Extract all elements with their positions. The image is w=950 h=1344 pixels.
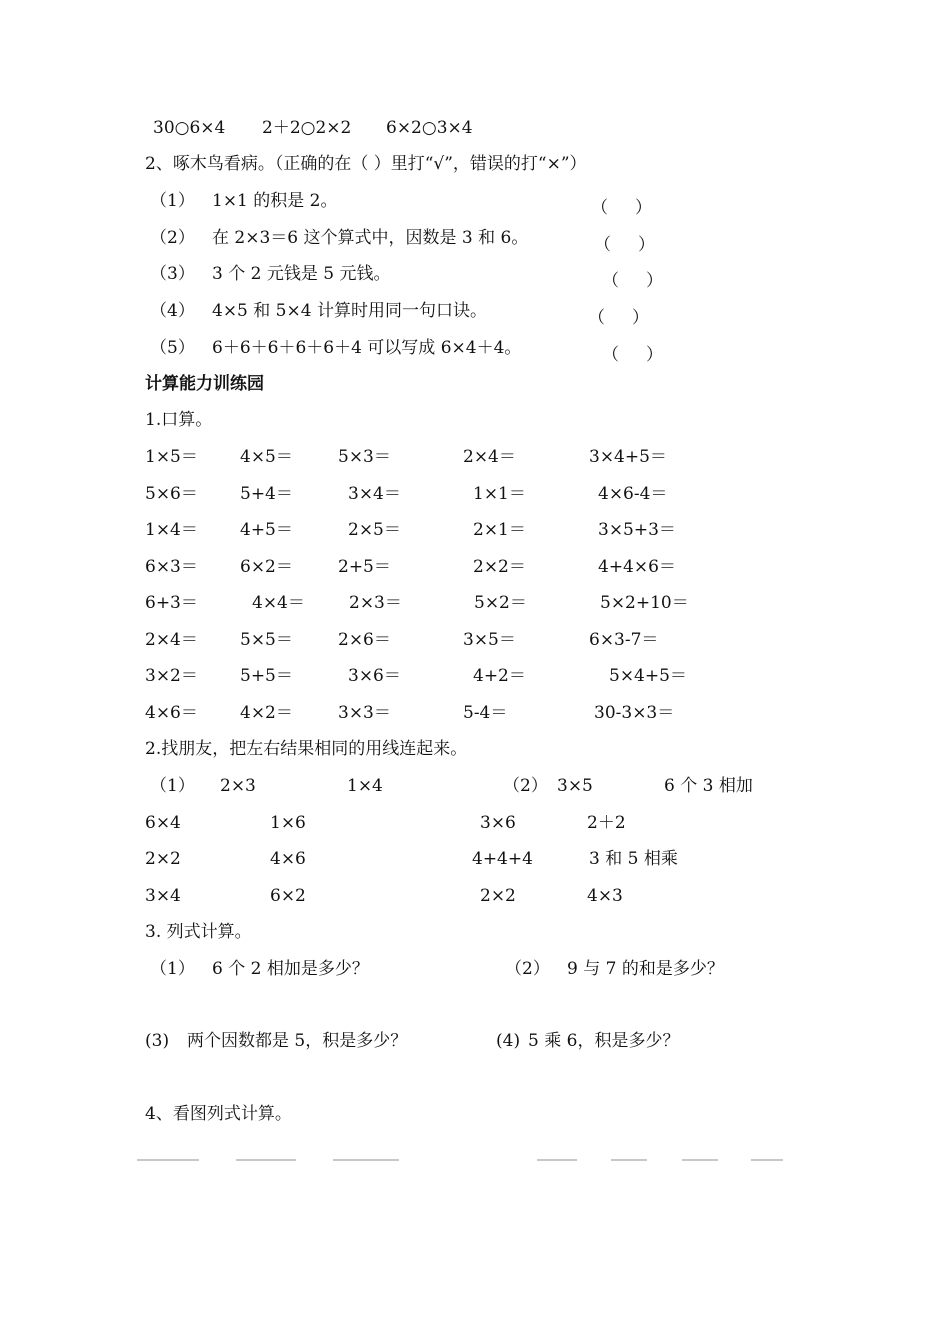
oral-cell: 3×2＝: [145, 666, 198, 686]
oral-cell: 2×6＝: [338, 630, 391, 650]
friends-item[interactable]: 2×2: [480, 886, 516, 906]
oral-cell: 4×6-4＝: [598, 484, 668, 504]
judge-item-5-text: 6＋6＋6＋6＋6＋4 可以写成 6×4＋4。: [212, 338, 522, 358]
oral-cell: 5×4+5＝: [609, 666, 687, 686]
oral-cell: 3×4＝: [348, 484, 401, 504]
oral-cell: 2×3＝: [349, 593, 402, 613]
picture-fragment: [682, 1159, 718, 1161]
friends-item[interactable]: 3 和 5 相乘: [589, 849, 678, 869]
equation-title: 3. 列式计算。: [145, 922, 252, 942]
judge-item-2-num: （2）: [150, 228, 195, 248]
friends-part1-label: （1）: [150, 776, 195, 796]
judge-item-2-text: 在 2×3＝6 这个算式中，因数是 3 和 6。: [212, 228, 529, 248]
oral-cell: 4+5＝: [240, 520, 293, 540]
judge-item-3-num: （3）: [150, 264, 195, 284]
friends-item[interactable]: 3×5: [557, 776, 593, 796]
oral-cell: 4+2＝: [473, 666, 526, 686]
judge-item-3-answer-box[interactable]: （ ）: [602, 271, 664, 291]
oral-cell: 2×5＝: [348, 520, 401, 540]
judge-item-4-num: （4）: [150, 301, 195, 321]
oral-cell: 4×6＝: [145, 703, 198, 723]
oral-cell: 5-4＝: [463, 703, 508, 723]
judge-item-2-answer-box[interactable]: （ ）: [594, 235, 656, 255]
oral-cell: 3×3＝: [338, 703, 391, 723]
judge-item-1-text: 1×1 的积是 2。: [212, 191, 338, 211]
judge-item-4-answer-box[interactable]: （ ）: [588, 308, 650, 328]
oral-cell: 6×2＝: [240, 557, 293, 577]
oral-cell: 3×4+5＝: [589, 447, 667, 467]
picture-fragment: [751, 1159, 783, 1161]
oral-cell: 2×1＝: [473, 520, 526, 540]
judge-item-1-answer-box[interactable]: （ ）: [591, 198, 653, 218]
friends-item[interactable]: 6 个 3 相加: [664, 776, 753, 796]
picture-fragment: [236, 1159, 296, 1161]
friends-item[interactable]: 6×4: [145, 813, 181, 833]
oral-cell: 1×1＝: [473, 484, 526, 504]
oral-cell: 4+4×6＝: [598, 557, 676, 577]
judge-item-4-text: 4×5 和 5×4 计算时用同一句口诀。: [212, 301, 487, 321]
equation-q3-num: (3): [145, 1031, 170, 1051]
friends-item[interactable]: 3×4: [145, 886, 181, 906]
oral-cell: 3×6＝: [348, 666, 401, 686]
oral-cell: 1×5＝: [145, 447, 198, 467]
judge-item-5-answer-box[interactable]: （ ）: [602, 345, 664, 365]
oral-cell: 5×3＝: [338, 447, 391, 467]
oral-cell: 6×3＝: [145, 557, 198, 577]
friends-part2-label: （2）: [503, 776, 548, 796]
friends-item[interactable]: 3×6: [480, 813, 516, 833]
equation-q2-text: 9 与 7 的和是多少？: [567, 959, 724, 979]
oral-cell: 4×4＝: [252, 593, 305, 613]
friends-item[interactable]: 4×3: [587, 886, 623, 906]
friends-item[interactable]: 2×3: [220, 776, 256, 796]
friends-item[interactable]: 1×6: [270, 813, 306, 833]
oral-cell: 5+4＝: [240, 484, 293, 504]
friends-item[interactable]: 2×2: [145, 849, 181, 869]
friends-item[interactable]: 4×6: [270, 849, 306, 869]
picture-fragment: [611, 1159, 647, 1161]
equation-q4-num: (4): [496, 1031, 521, 1051]
picture-fragment: [537, 1159, 577, 1161]
judge-item-1-num: （1）: [150, 191, 195, 211]
equation-q1-text: 6 个 2 相加是多少？: [212, 959, 369, 979]
oral-cell: 5×2+10＝: [600, 593, 689, 613]
equation-q1-num: （1）: [150, 959, 195, 979]
oral-cell: 5×2＝: [474, 593, 527, 613]
oral-cell: 5×6＝: [145, 484, 198, 504]
judge-title: 2、啄木鸟看病。（正确的在（ ）里打“√”，错误的打“×”）: [145, 154, 587, 174]
picture-fragment: [333, 1159, 399, 1161]
oral-cell: 1×4＝: [145, 520, 198, 540]
oral-cell: 5+5＝: [240, 666, 293, 686]
oral-cell: 2+5＝: [338, 557, 391, 577]
judge-item-3-text: 3 个 2 元钱是 5 元钱。: [212, 264, 391, 284]
oral-cell: 4×5＝: [240, 447, 293, 467]
friends-item[interactable]: 1×4: [347, 776, 383, 796]
friends-item[interactable]: 6×2: [270, 886, 306, 906]
compare-item-1: 30○6×4: [153, 118, 226, 138]
friends-item[interactable]: 4+4+4: [472, 849, 533, 869]
oral-cell: 2×4＝: [463, 447, 516, 467]
oral-cell: 4×2＝: [240, 703, 293, 723]
equation-q4-text: 5 乘 6，积是多少？: [528, 1031, 680, 1051]
equation-q3-text: 两个因数都是 5，积是多少？: [187, 1031, 408, 1051]
friends-item[interactable]: 2＋2: [587, 813, 626, 833]
oral-cell: 6×3-7＝: [589, 630, 659, 650]
oral-title: 1.口算。: [145, 410, 213, 430]
friends-title: 2.找朋友，把左右结果相同的用线连起来。: [145, 739, 468, 759]
picture-title: 4、看图列式计算。: [145, 1104, 292, 1124]
section-title: 计算能力训练园: [145, 374, 264, 394]
equation-q2-num: （2）: [505, 959, 550, 979]
oral-cell: 3×5＝: [463, 630, 516, 650]
oral-cell: 6+3＝: [145, 593, 198, 613]
oral-cell: 3×5+3＝: [598, 520, 676, 540]
compare-item-2: 2＋2○2×2: [262, 118, 352, 138]
oral-cell: 30-3×3＝: [594, 703, 675, 723]
compare-item-3: 6×2○3×4: [386, 118, 473, 138]
oral-cell: 2×4＝: [145, 630, 198, 650]
oral-cell: 2×2＝: [473, 557, 526, 577]
picture-fragment: [137, 1159, 199, 1161]
oral-cell: 5×5＝: [240, 630, 293, 650]
judge-item-5-num: （5）: [150, 338, 195, 358]
